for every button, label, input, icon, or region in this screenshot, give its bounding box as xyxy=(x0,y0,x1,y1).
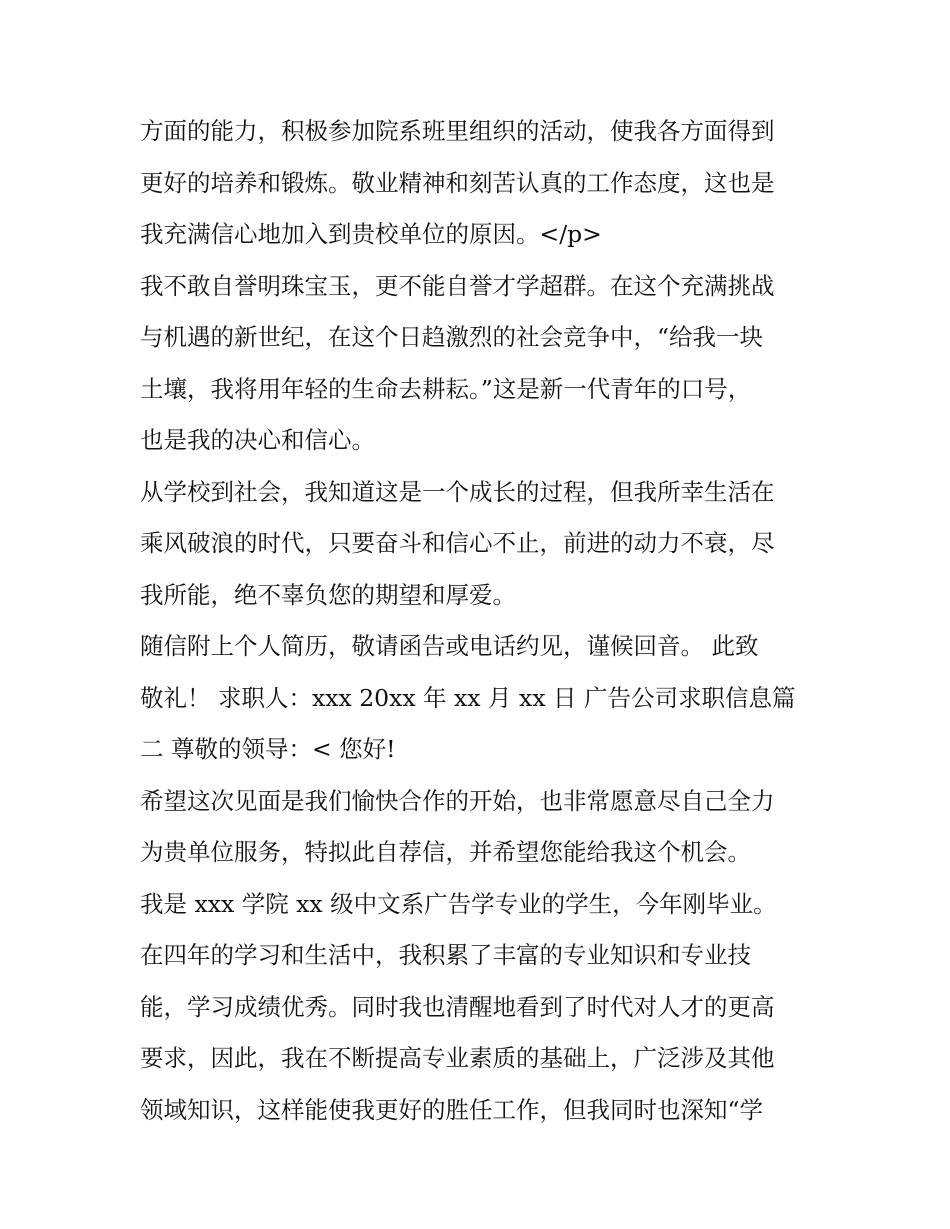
text-line: 要求，因此，我在不断提高专业素质的基础上，广泛涉及其他 xyxy=(140,1044,775,1072)
text-line: 能，学习成绩优秀。同时我也清醒地看到了时代对人才的更高 xyxy=(140,992,775,1021)
text-line: 在四年的学习和生活中，我积累了丰富的专业知识和专业技 xyxy=(140,941,751,969)
text-line: 从学校到社会，我知道这是一个成长的过程，但我所幸生活在 xyxy=(140,477,775,506)
letter-body xyxy=(140,106,820,1136)
text-line: 领域知识，这样能使我更好的胜任工作，但我同时也深知“学 xyxy=(140,1095,764,1124)
text-line: 也是我的决心和信心。 xyxy=(140,426,375,454)
text-line: 希望这次见面是我们愉快合作的开始，也非常愿意尽自己全力 xyxy=(140,786,775,815)
text-line: 我所能，绝不辜负您的期望和厚爱。 xyxy=(140,580,516,609)
text-line: 我是 xxx 学院 xx 级中文系广告学专业的学生，今年刚毕业。 xyxy=(140,889,777,918)
text-line: 更好的培养和锻炼。敬业精神和刻苦认真的工作态度，这也是 xyxy=(140,168,775,197)
text-line: 我充满信心地加入到贵校单位的原因。</p> xyxy=(140,220,602,248)
text-line: 为贵单位服务，特拟此自荐信，并希望您能给我这个机会。 xyxy=(140,838,751,866)
text-line: 随信附上个人简历，敬请函告或电话约见，谨候回音。 此致 xyxy=(140,632,759,660)
text-line: 二 尊敬的领导：< 您好! xyxy=(140,735,396,763)
text-line: 我不敢自誉明珠宝玉，更不能自誉才学超群。在这个充满挑战 xyxy=(140,271,775,300)
text-line: 与机遇的新世纪，在这个日趋激烈的社会竞争中，“给我一块 xyxy=(140,323,764,351)
text-line: 方面的能力，积极参加院系班里组织的活动，使我各方面得到 xyxy=(140,117,775,145)
text-line: 敬礼！ 求职人：xxx 20xx 年 xx 月 xx 日 广告公司求职信息篇 xyxy=(140,683,796,712)
text-line: 乘风破浪的时代，只要奋斗和信心不止，前进的动力不衰，尽 xyxy=(140,529,775,557)
text-line: 土壤，我将用年轻的生命去耕耘。”这是新一代青年的口号， xyxy=(140,374,752,403)
